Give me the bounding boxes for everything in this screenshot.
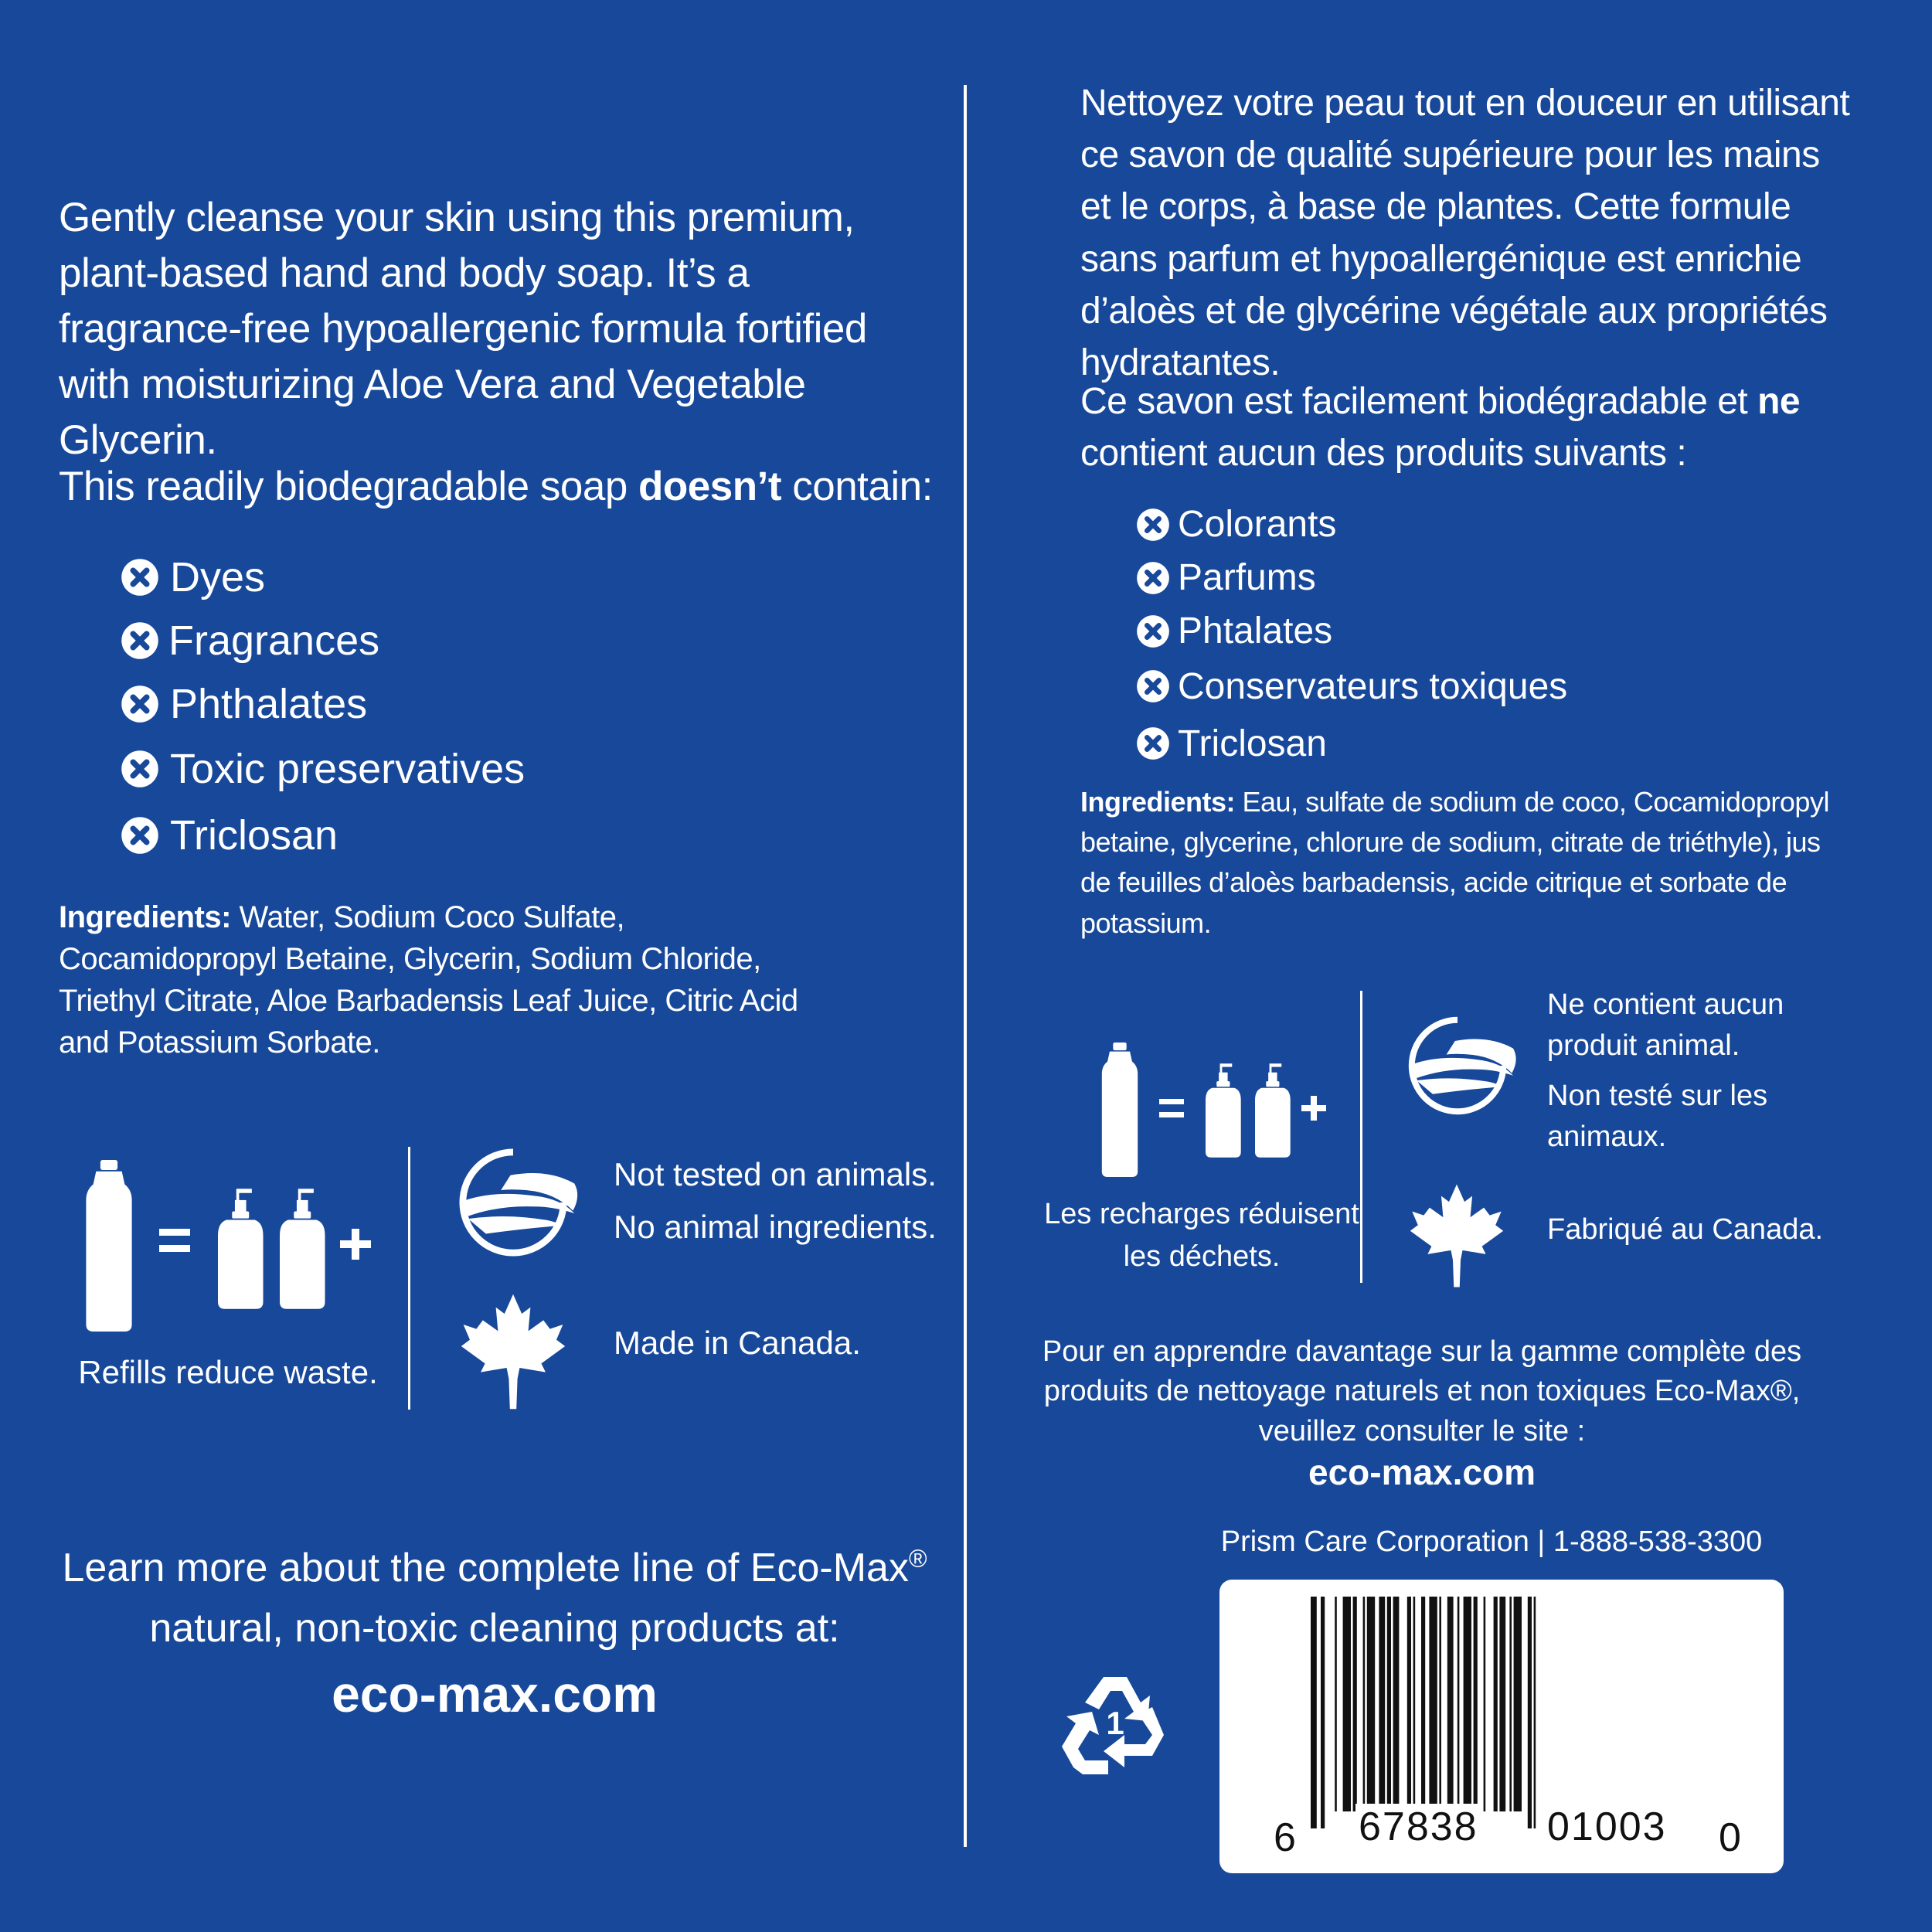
cruelty-free-leaf-icon <box>445 1144 581 1265</box>
english-website-link[interactable]: eco-max.com <box>332 1665 658 1723</box>
list-item-label: Colorants <box>1178 504 1337 545</box>
french-contain-suffix: contient aucun des produits suivants : <box>1080 433 1687 474</box>
refill-caption: Refills reduce waste. <box>78 1354 378 1390</box>
list-item-label: Toxic preservatives <box>170 746 526 792</box>
ingredients-text: Eau, sulfate de sodium de coco, Cocamidopropyl betaine, glycerine, chlorure de sodium, citrate de triéthyle), jus de feuilles d’aloès barbadensis, acide citrique et sorbate de potassium. <box>1080 786 1829 939</box>
barcode-bar <box>1484 1597 1486 1811</box>
barcode-bar <box>1439 1597 1441 1828</box>
x-circle-icon <box>1136 726 1170 760</box>
list-item <box>1136 604 1567 658</box>
column-divider <box>964 85 967 1847</box>
x-circle-icon <box>1136 614 1170 648</box>
list-item-label: Parfums <box>1178 557 1316 598</box>
english-contain-statement <box>59 459 940 515</box>
refill-bottle-icon <box>1097 1042 1142 1182</box>
equals-icon <box>159 1229 190 1252</box>
maple-leaf-icon <box>459 1292 567 1415</box>
barcode-bar <box>1447 1597 1454 1811</box>
barcode-bar <box>1421 1597 1425 1828</box>
barcode-bar <box>1393 1597 1400 1811</box>
barcode-bar <box>1335 1597 1337 1811</box>
x-circle-icon <box>121 558 159 597</box>
barcode-bar <box>1343 1597 1351 1811</box>
pump-bottle-icon <box>218 1189 267 1313</box>
list-item-label: Fragrances <box>168 617 380 664</box>
barcode-bar <box>1321 1597 1325 1828</box>
x-circle-icon <box>121 685 159 723</box>
ingredients-label: Ingredients: <box>1080 786 1236 818</box>
french-contain-prefix: Ce savon est facilement biodégradable et <box>1080 381 1758 422</box>
list-item-label: Conservateurs toxiques <box>1178 665 1568 707</box>
english-learn-more <box>46 1538 943 1658</box>
list-item <box>1136 551 1567 604</box>
list-item <box>121 672 525 736</box>
x-circle-icon <box>1136 561 1170 595</box>
barcode-left-group: 67838 <box>1355 1804 1481 1850</box>
learn-more-line-3: veuillez consulter le site : <box>1258 1414 1586 1447</box>
animal-statement-1: Not tested on animals. <box>614 1156 937 1192</box>
recycle-icon <box>1057 1668 1173 1784</box>
list-item <box>121 802 525 869</box>
barcode-bar <box>1407 1597 1411 1811</box>
maple-leaf-icon <box>1408 1182 1505 1293</box>
made-in-canada: Fabriqué au Canada. <box>1547 1213 1824 1246</box>
french-contain-bold: ne <box>1757 381 1801 422</box>
barcode-bar <box>1474 1597 1478 1811</box>
plus-icon <box>1301 1096 1326 1121</box>
equals-icon <box>1159 1099 1184 1117</box>
learn-more-line-2: natural, non-toxic cleaning products at: <box>149 1606 840 1651</box>
registered-mark: ® <box>908 1544 927 1573</box>
barcode <box>1219 1580 1784 1873</box>
barcode-bar <box>1387 1597 1391 1811</box>
animal-statement-1: Ne contient aucun produit animal. <box>1547 988 1784 1063</box>
barcode-bar <box>1363 1597 1366 1811</box>
refill-bottle-icon <box>80 1159 138 1336</box>
english-contain-suffix: contain: <box>781 464 933 509</box>
barcode-bar <box>1509 1597 1512 1811</box>
pump-bottle-icon <box>1255 1063 1294 1162</box>
barcode-bar <box>1499 1597 1505 1811</box>
list-item <box>121 736 525 802</box>
barcode-bar <box>1494 1597 1498 1811</box>
made-in-canada: Made in Canada. <box>614 1325 861 1361</box>
animal-statement-2: No animal ingredients. <box>614 1209 937 1245</box>
icons-divider <box>408 1147 410 1410</box>
barcode-bar <box>1528 1597 1532 1828</box>
barcode-bars <box>1219 1597 1784 1828</box>
french-free-from-list <box>1136 498 1567 772</box>
english-free-from-list <box>121 546 525 869</box>
list-item-label: Triclosan <box>170 812 338 859</box>
list-item <box>121 546 525 609</box>
x-circle-icon <box>121 750 159 788</box>
company-contact: Prism Care Corporation | 1-888-538-3300 <box>1220 1526 1763 1558</box>
english-contain-bold: doesn’t <box>638 464 781 509</box>
pump-bottle-icon <box>280 1189 329 1313</box>
french-ingredients <box>1080 782 1853 944</box>
english-description: Gently cleanse your skin using this premium, plant-based hand and body soap. It’s a fragrance-free hypoallergenic formula fortified with moisturizing Aloe Vera and Vegetable Glycerin. <box>59 195 867 464</box>
list-item <box>1136 715 1567 772</box>
list-item-label: Phthalates <box>170 681 368 727</box>
barcode-first-digit: 6 <box>1274 1815 1298 1860</box>
barcode-bar <box>1379 1597 1385 1811</box>
learn-more-line-2: produits de nettoyage naturels et non toxiques Eco-Max®, <box>1043 1375 1801 1408</box>
list-item <box>121 609 525 672</box>
list-item <box>1136 498 1567 551</box>
barcode-bar <box>1514 1597 1522 1811</box>
ingredients-text: Water, Sodium Coco Sulfate, Cocamidopropyl Betaine, Glycerin, Sodium Chloride, Triethyl Citrate, Aloe Barbadensis Leaf Juice, Citric Acid and Potassium Sorbate. <box>59 900 798 1060</box>
recycle-number: 1 <box>1106 1705 1124 1741</box>
french-contain-statement <box>1080 376 1822 479</box>
barcode-bar <box>1353 1597 1357 1811</box>
list-item-label: Phtalates <box>1178 611 1333 651</box>
barcode-bar <box>1464 1597 1471 1811</box>
barcode-bar <box>1367 1597 1375 1811</box>
ingredients-label: Ingredients: <box>59 900 231 934</box>
french-learn-more <box>1028 1332 1816 1451</box>
x-circle-icon <box>121 621 159 660</box>
pump-bottle-icon <box>1206 1063 1244 1162</box>
x-circle-icon <box>121 816 159 855</box>
french-description: Nettoyez votre peau tout en douceur en utilisant ce savon de qualité supérieure pour les mains et le corps, à base de plantes. Cette formule sans parfum et hypoallergénique est enrichie d’aloès et de glycérine végétale aux propriétés hydratantes. <box>1080 83 1850 383</box>
x-circle-icon <box>1136 508 1170 542</box>
barcode-right-group: 01003 <box>1544 1804 1670 1850</box>
french-website-link[interactable]: eco-max.com <box>1308 1452 1536 1492</box>
icons-divider <box>1360 991 1362 1283</box>
barcode-bar <box>1413 1597 1416 1811</box>
list-item-label: Dyes <box>170 554 266 600</box>
refill-caption: Les recharges réduisent les déchets. <box>1044 1198 1359 1274</box>
english-ingredients <box>59 896 832 1063</box>
barcode-bar <box>1534 1597 1536 1828</box>
list-item <box>1136 658 1567 715</box>
list-item-label: Triclosan <box>1178 723 1327 764</box>
x-circle-icon <box>1136 669 1170 703</box>
barcode-bar <box>1429 1597 1437 1828</box>
cruelty-free-leaf-icon <box>1396 1012 1519 1123</box>
barcode-bar <box>1458 1597 1460 1811</box>
learn-more-line-1: Learn more about the complete line of Eco-Max® <box>62 1544 927 1590</box>
barcode-last-digit: 0 <box>1719 1815 1743 1860</box>
plus-icon <box>340 1229 371 1260</box>
english-contain-prefix: This readily biodegradable soap <box>59 464 639 509</box>
animal-statement-2: Non testé sur les animaux. <box>1547 1080 1768 1154</box>
barcode-bar <box>1311 1597 1317 1828</box>
learn-more-line-1: Pour en apprendre davantage sur la gamme complète des <box>1042 1335 1802 1368</box>
